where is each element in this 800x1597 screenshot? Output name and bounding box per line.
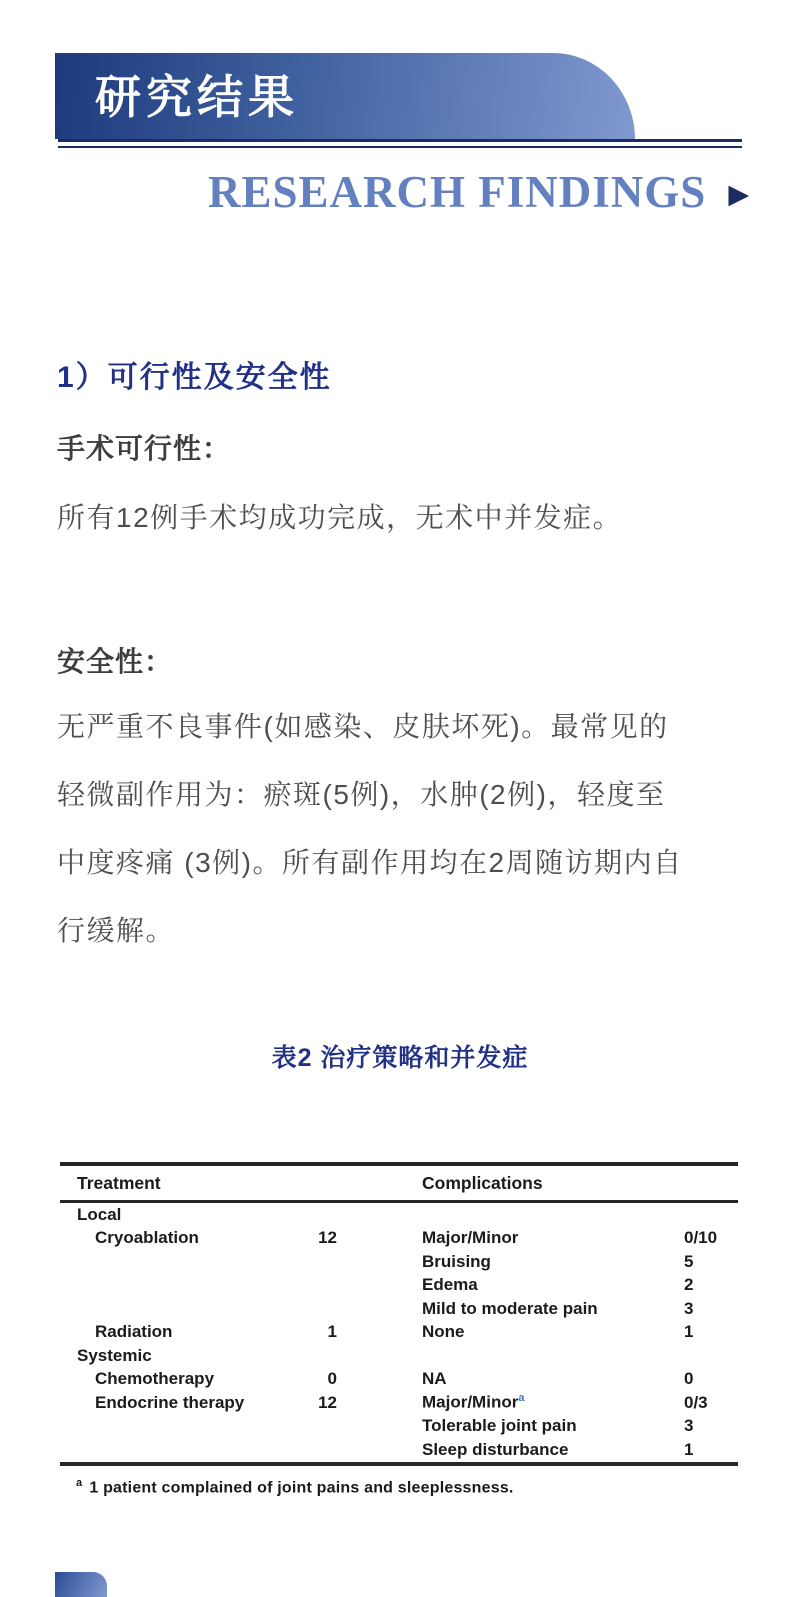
section-banner [55, 53, 635, 139]
feasibility-label: 手术可行性： [57, 433, 232, 464]
table-header-row [60, 1166, 738, 1200]
table-row: Endocrine therapy 12 Major/Minor$^a$ 0/3 [95, 1392, 708, 1413]
complications-table [60, 1162, 738, 1466]
subtitle-row [208, 166, 749, 218]
table-row: Local [77, 1204, 122, 1224]
table-row: Chemotherapy 0 NA 0 [95, 1369, 694, 1389]
safety-label: 安全性： [57, 646, 174, 677]
safety-line: 中度疼痛 (3例)。所有副作用均在2周随访期内自 [57, 847, 683, 878]
footnote-text: 1 patient complained of joint pains and sleeplessness. [89, 1479, 514, 1497]
footnote-marker-ref: a [518, 1392, 525, 1405]
arrow-right-icon: ▶ [728, 178, 750, 209]
feasibility-text: 所有12例手术均成功完成，无术中并发症。 [57, 502, 623, 533]
table-row: Bruising 5 [422, 1251, 694, 1271]
section-heading: 1）可行性及安全性 [57, 361, 332, 394]
divider-line-top [58, 139, 742, 142]
table-row: Radiation 1 None 1 [95, 1322, 694, 1342]
footnote-marker: a [76, 1477, 83, 1489]
safety-line: 无严重不良事件(如感染、皮肤坏死)。最常见的 [57, 711, 669, 742]
table-row: Tolerable joint pain 3 [422, 1416, 694, 1436]
table-row: Mild to moderate pain 3 [422, 1298, 694, 1318]
divider-line-bottom [58, 146, 742, 148]
table-row: Cryoablation 12 Major/Minor 0/10 [95, 1228, 718, 1248]
safety-line: 轻微副作用为：瘀斑(5例)，水肿(2例)，轻度至 [57, 779, 666, 810]
table-caption: 表2 治疗策略和并发症 [271, 1044, 529, 1072]
next-section-banner-stub [55, 1572, 107, 1597]
col-header-complications: Complications [422, 1172, 543, 1193]
table-row: Edema 2 [422, 1275, 694, 1295]
col-header-treatment: Treatment [77, 1172, 161, 1193]
safety-line: 行缓解。 [57, 915, 176, 946]
subtitle-text: RESEARCH FINDINGS [208, 166, 707, 217]
table-footnote [76, 1477, 514, 1497]
banner-title: 研究结果 [95, 72, 299, 123]
table-rule-bottom [60, 1462, 738, 1466]
safety-paragraph [57, 693, 767, 965]
table-row: Systemic [77, 1345, 152, 1365]
table-row: Sleep disturbance 1 [422, 1439, 694, 1459]
